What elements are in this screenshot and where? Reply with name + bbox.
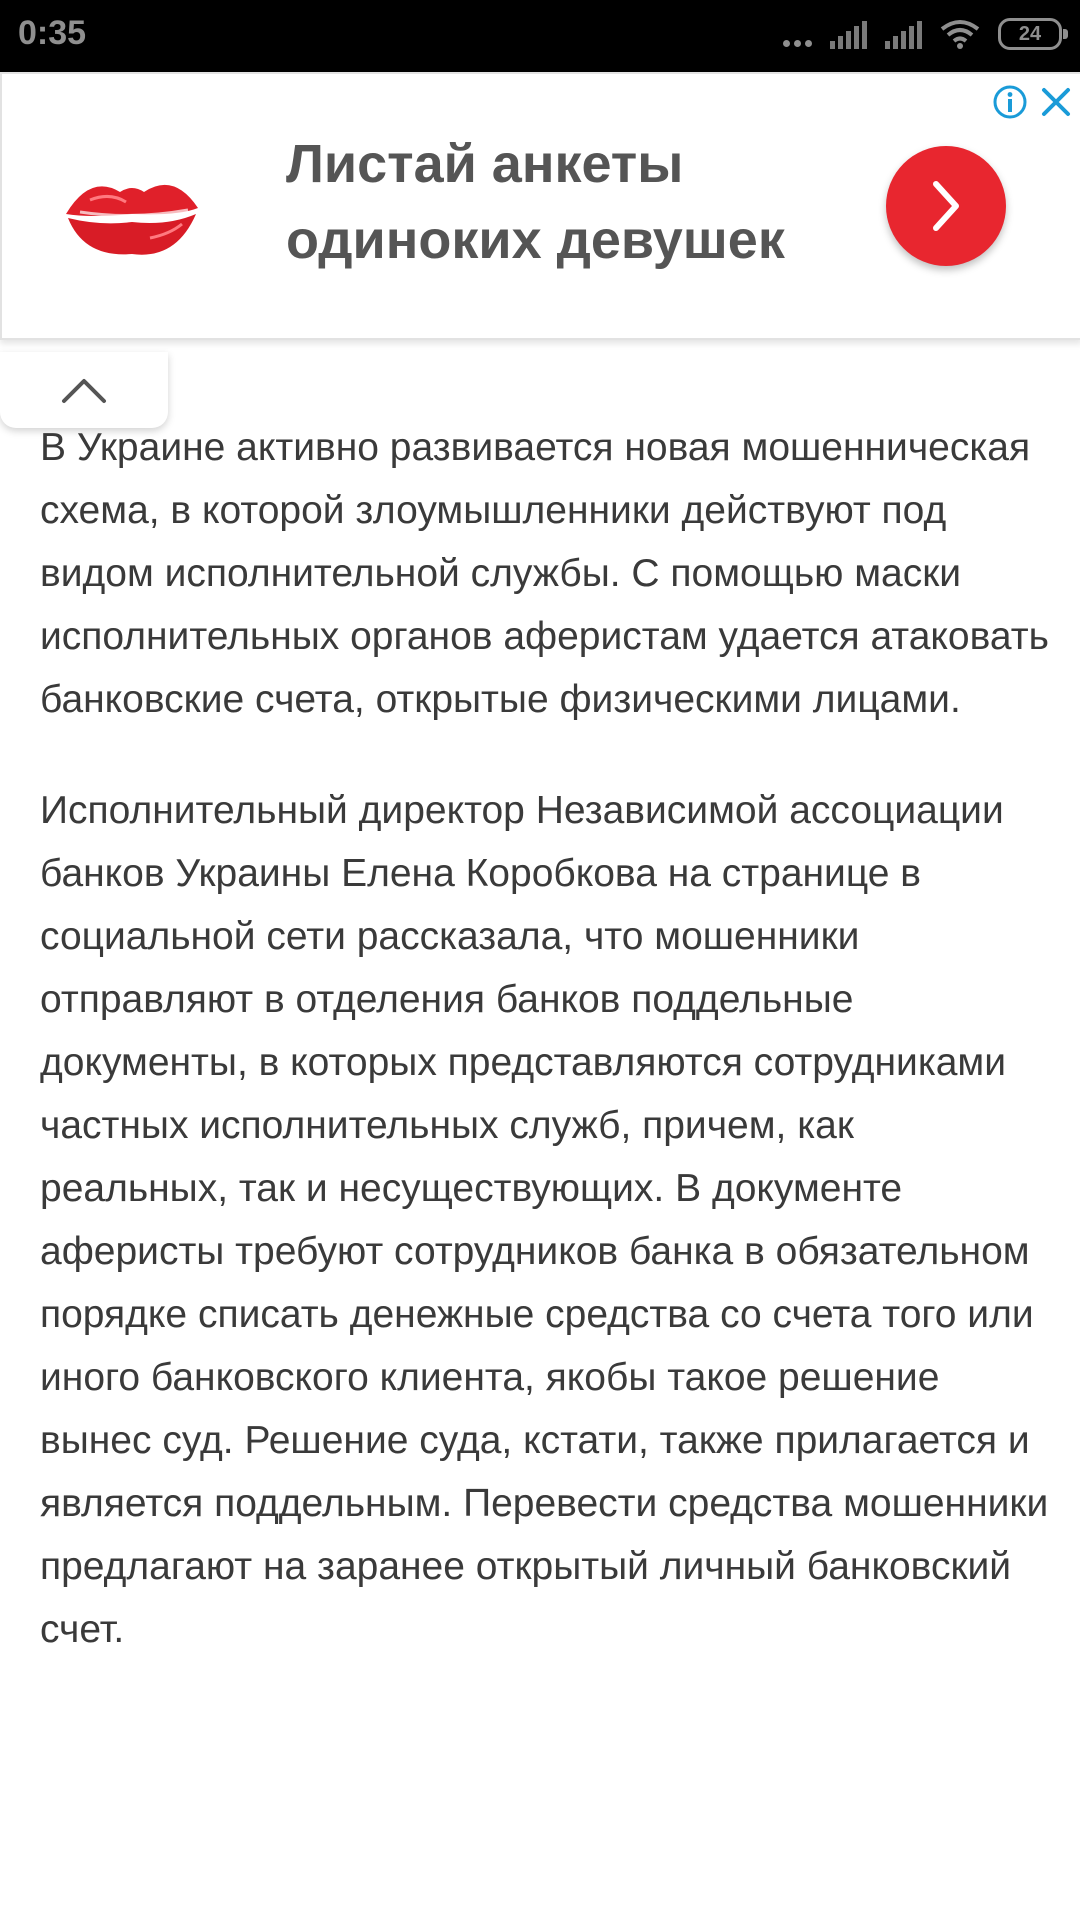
ad-open-button[interactable] — [886, 146, 1006, 266]
lips-icon — [60, 162, 204, 262]
wifi-icon — [940, 19, 980, 49]
article-body — [40, 416, 1050, 1709]
notification-dots-icon — [783, 19, 812, 49]
ad-headline[interactable]: Листай анкеты одиноких девушек — [286, 134, 785, 270]
ad-banner[interactable] — [0, 72, 1080, 340]
article-paragraph: В Украине активно развивается новая мошенническая схема, в которой злоумышленники действуют под видом исполнительной службы. С помощью маски исполнительных органов аферистам удается атаковать банковские счета, открытые физическими лицами. — [40, 426, 1049, 721]
signal-icon — [830, 19, 867, 49]
close-icon[interactable] — [1038, 84, 1074, 120]
signal-icon-2 — [885, 19, 922, 49]
status-time: 0:35 — [18, 14, 87, 52]
status-bar — [0, 0, 1080, 72]
info-icon[interactable] — [992, 84, 1028, 120]
status-icons — [783, 18, 1062, 50]
chevron-right-icon — [926, 178, 966, 234]
battery-icon: 24 — [998, 18, 1062, 50]
article-paragraph: Исполнительный директор Независимой ассоциации банков Украины Елена Коробкова на странице в социальной сети рассказала, что мошенники отправляют в отделения банков поддельные документы, в которых представляются сотрудниками частных исполнительных служб, причем, как реальных, так и несуществующих. В документе аферисты требуют сотрудников банка в обязательном порядке списать денежные средства со счета того или иного банковского клиента, якобы такое решение вынес суд. Решение суда, кстати, также прилагается и является поддельным. Перевести средства мошенники предлагают на заранее открытый личный банковский счет. — [40, 789, 1049, 1651]
chevron-up-icon — [60, 375, 108, 405]
